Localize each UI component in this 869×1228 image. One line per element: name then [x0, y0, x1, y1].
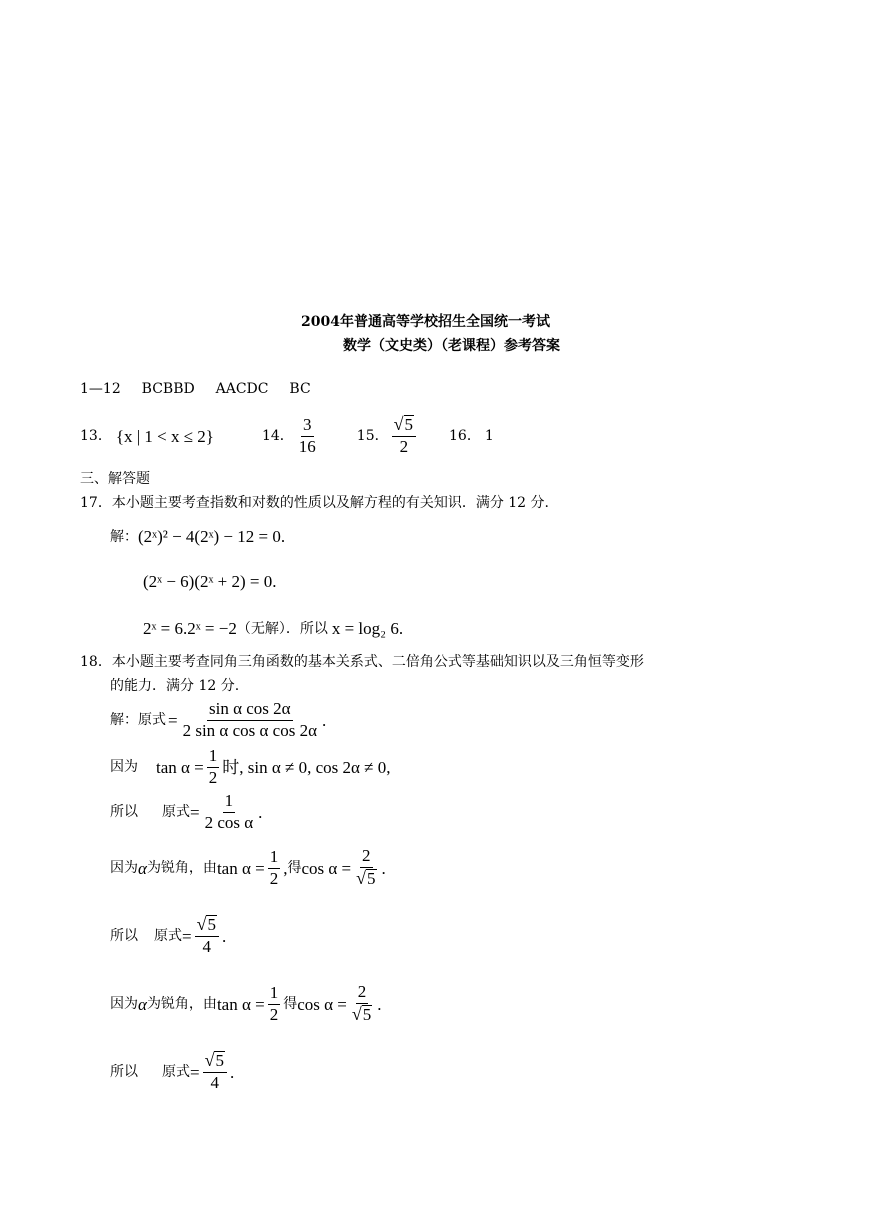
q18-half-3 [268, 984, 281, 1024]
q18-intro-line-2: 的能力．满分 12 分. [110, 678, 240, 694]
choice-range: 1—12 [80, 381, 121, 397]
q18-result-den-2: 4 [210, 1073, 220, 1092]
q14-denominator: 16 [298, 436, 316, 456]
q18-so: 所以 [110, 804, 138, 820]
page-subtitle: 数学（文史类）（老课程）参考答案 [343, 338, 560, 354]
q18-intro-line-1: 本小题主要考查同角三角函数的基本关系式、二倍角公式等基础知识以及三角恒等变形 [111, 654, 644, 670]
q16-label: 16． [449, 428, 481, 444]
q13-label: 13． [80, 428, 112, 444]
q18-result-fraction [195, 915, 219, 956]
q18-step-5: 所以 原式 = √ 5 4 . [110, 914, 227, 956]
sqrt-symbol: √ 5 [356, 868, 376, 888]
sqrt-symbol: √ 5 [351, 1004, 372, 1024]
q18-result-radicand-2: 5 [215, 1051, 224, 1071]
q18-label: 18． [80, 654, 112, 670]
q18-cos-expr: cos α = [301, 858, 352, 878]
q18-half [207, 747, 220, 787]
q17-intro [80, 496, 549, 510]
q18-half-num-2: 1 [268, 848, 281, 869]
q18-step-3: 所以 原式 = $\frac{1}{\text{2 cos α}}$ . [110, 790, 263, 832]
sqrt-symbol: √ 5 [204, 1050, 224, 1071]
q18-cos-expr-2: cos α = [297, 994, 347, 1014]
q18-frac1-num: sin α cos 2α [207, 700, 293, 721]
q15-denominator: 2 [399, 437, 409, 456]
q18-cos-num: 2 [360, 847, 373, 868]
q16-value: 1 [484, 428, 494, 444]
choice-group-3: BC [289, 381, 311, 397]
q18-step-1: 解：原式 = $\frac{\text{sin α cos 2α}}{\text{2 sin α cos α cos 2α}}$ . [110, 698, 327, 740]
q18-cos-fraction [354, 847, 378, 888]
q18-yuanshi-3: 原式 [162, 1064, 190, 1080]
sqrt-symbol: √ 5 [393, 414, 414, 435]
q18-result-den: 4 [202, 937, 212, 956]
q18-cos-den-radicand-2: 5 [362, 1005, 372, 1024]
page-title: 2004年普通高等学校招生全国统一考试 [301, 314, 550, 330]
q18-result-fraction-2 [203, 1051, 227, 1092]
choice-group-2: AACDC [215, 381, 269, 397]
q17-line-1: (2ˣ)² − 4(2ˣ) − 12 = 0. [138, 527, 286, 546]
q18-half-num-3: 1 [268, 984, 281, 1005]
q18-frac2-num: 1 [223, 792, 236, 813]
q14-fraction [297, 416, 318, 456]
q18-half-den-3: 2 [269, 1004, 279, 1024]
q18-so-2: 所以 [110, 928, 138, 944]
q18-tan-expr-3: tan α = [216, 994, 265, 1014]
q18-intro [80, 655, 644, 669]
q18-tan-expr-2: tan α = [216, 858, 265, 878]
q18-alpha-2: α [138, 994, 147, 1014]
q17-line-3a: 2ˣ = 6.2ˣ = −2 [143, 619, 237, 638]
q18-half-2 [268, 848, 281, 888]
q18-tan-expr: tan α = [156, 757, 204, 777]
q17-line-3c: x = log₂ 6. [331, 619, 404, 638]
q15-fraction [392, 415, 416, 456]
q18-step-6: 因为 α 为锐角，由 tan α = $\frac{1}{2}$ 得 cos α = 2 √ 5 . [110, 982, 382, 1024]
q17-line-2: (2ˣ − 6)(2ˣ + 2) = 0. [143, 572, 277, 591]
q17-step-3 [143, 620, 403, 637]
q18-because-acute-2: 因为 [110, 996, 138, 1012]
q18-fraction-1 [181, 700, 319, 740]
q18-because: 因为 [110, 759, 138, 775]
q18-alpha: α [138, 858, 147, 878]
q18-de-2: 得 [283, 996, 298, 1012]
q14-numerator: 3 [301, 416, 314, 437]
q15-radicand: 5 [404, 415, 414, 435]
q17-sol-prefix: 解： [110, 528, 138, 545]
q18-yuanshi: 原式 [162, 804, 190, 820]
q17-label: 17． [80, 495, 112, 511]
q18-because-acute: 因为 [110, 860, 138, 876]
q15-label: 15． [356, 428, 389, 444]
q18-step-7: 所以 原式 = √ 5 4 . [110, 1050, 235, 1092]
choice-group-1: BCBBD [141, 381, 195, 397]
q18-de: 得 [287, 860, 302, 876]
q18-cos-den-radicand: 5 [367, 869, 376, 888]
q18-fraction-2 [203, 792, 256, 832]
q18-acute-tail-2: 为锐角，由 [146, 996, 217, 1012]
q18-sol-prefix: 解：原式 [110, 712, 166, 728]
q14-label: 14． [261, 428, 294, 444]
q18-half-den-2: 2 [269, 868, 279, 888]
q18-half-num: 1 [207, 747, 220, 768]
q17-intro-text: 本小题主要考查指数和对数的性质以及解方程的有关知识．满分 12 分. [111, 495, 549, 511]
section-heading: 三、解答题 [80, 471, 150, 487]
q13-value: {x | 1 < x ≤ 2} [115, 426, 214, 446]
q17-line-3b: （无解）．所以 [236, 620, 328, 637]
q18-step-2 [110, 745, 391, 789]
sqrt-symbol: √ 5 [196, 914, 216, 935]
q18-frac1-den: 2 sin α cos α cos 2α [182, 720, 317, 740]
q18-so-3: 所以 [110, 1064, 138, 1080]
q18-frac2-den: 2 cos α [204, 812, 254, 832]
choice-answers [80, 382, 311, 396]
q18-result-radicand: 5 [207, 915, 216, 935]
q18-acute-tail: 为锐角，由 [146, 860, 217, 876]
q18-half-den: 2 [208, 767, 218, 787]
q18-yuanshi-2: 原式 [154, 928, 182, 944]
q18-step-4: 因为 α 为锐角，由 tan α = $\frac{1}{2}$ , 得 cos α = 2 √ 5 . [110, 846, 386, 888]
q18-cos-fraction-2 [350, 983, 374, 1024]
q17-step-1 [110, 528, 285, 545]
fill-answers [80, 414, 494, 458]
q18-cond-tail: 时, sin α ≠ 0, cos 2α ≠ 0, [222, 757, 391, 777]
q18-cos-num-2: 2 [356, 983, 369, 1004]
